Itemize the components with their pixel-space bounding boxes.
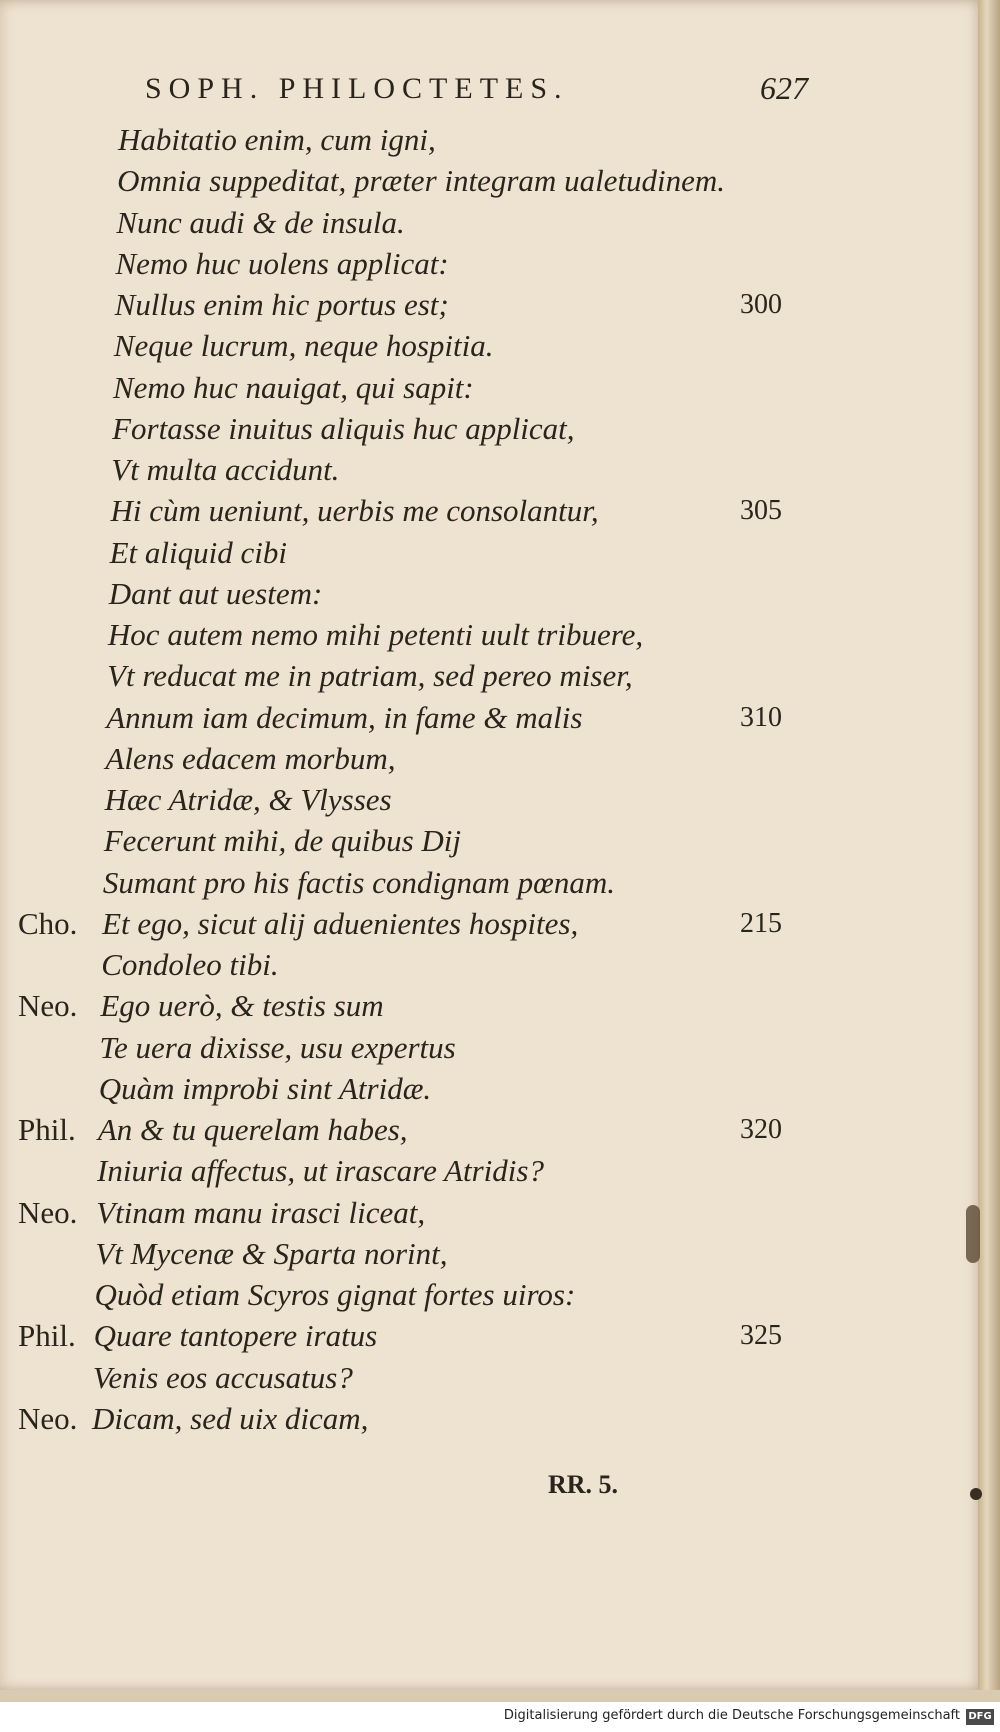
verse-line [0,1401,985,1442]
verse-text: An & tu querelam habes, [97,1112,408,1147]
verse-text: Neque lucrum, neque hospitia. [113,328,494,364]
verse-line [0,452,985,493]
speaker-label: Phil. [18,1318,76,1354]
verse-text: Omnia suppeditat, præter integram ualetudinem. [117,163,726,199]
verse-text: Venis eos accusatus? [92,1359,353,1395]
verse-line [0,328,985,369]
verse-line [0,865,985,906]
line-number: 300 [740,289,782,320]
speaker-label: Neo. [18,1400,78,1436]
verse-text: Dant aut uestem: [108,575,323,611]
line-number: 320 [740,1114,782,1145]
verse-text: Dicam, sed uix dicam, [92,1400,369,1436]
verse-line [0,205,985,246]
verse-line [0,287,985,328]
verse-text: Vt Mycenæ & Sparta norint, [95,1235,448,1271]
verse-line [0,411,985,452]
verse-text: Fecerunt mihi, de quibus Dij [103,823,462,859]
speaker-label: Phil. [18,1112,76,1147]
dfg-logo-icon: DFG [966,1709,994,1725]
folio-number: 627 [760,70,808,106]
verse-text: Sumant pro his factis condignam pœnam. [102,864,615,900]
verse-line [0,823,985,864]
verse-line [0,1112,985,1153]
digitization-footer [0,1702,1000,1732]
verse-text: Vtinam manu irasci liceat, [96,1194,426,1230]
verse-text: Et aliquid cibi [109,534,287,570]
verse-line [0,122,985,163]
verse-text: Quare tantopere iratus [93,1318,378,1354]
verse-line [0,947,985,988]
verse-line [0,988,985,1029]
verse-text: Quàm improbi sint Atridæ. [98,1070,432,1106]
verse-line [0,1030,985,1071]
verse-line [0,370,985,411]
running-title: SOPH. PHILOCTETES. [145,72,569,105]
verse-line [0,617,985,658]
verse-text: Nullus enim hic portus est; [114,287,449,322]
signature-mark: RR. 5. [548,1470,619,1499]
verse-line [0,576,985,617]
line-number: 325 [740,1320,782,1352]
verse-line [0,535,985,576]
verse-line [0,741,985,782]
verse-text: Alens edacem morbum, [105,740,396,776]
verse-line [0,1318,985,1359]
verse-text: Hæc Atridæ, & Vlysses [104,782,392,817]
verse-line [0,700,985,741]
verse-text: Nunc audi & de insula. [116,204,405,240]
line-number: 215 [740,907,782,939]
verse-text: Vt multa accidunt. [111,452,340,487]
verse-line [0,163,985,204]
footer-credit: Digitalisierung gefördert durch die Deutsche Forschungsgemeinschaft [503,1708,960,1723]
verse-text: Annum iam decimum, in fame & malis [106,699,583,735]
verse-line [0,493,985,534]
verse-text: Condoleo tibi. [101,947,279,982]
verse-text: Te uera dixisse, usu expertus [99,1029,456,1065]
speaker-label: Neo. [18,1194,78,1230]
verse-text: Ego uerò, & testis sum [100,988,384,1024]
line-number: 305 [740,495,782,527]
verse-line [0,1195,985,1236]
verse-text: Hi cùm ueniunt, uerbis me consolantur, [110,493,599,529]
verse-line [0,1153,985,1194]
verse-text: Quòd etiam Scyros gignat fortes uiros: [94,1277,576,1312]
verse-line [0,1360,985,1401]
page-edge [978,0,1000,1690]
verse-text: Fortasse inuitus aliquis huc applicat, [112,410,575,446]
line-number: 310 [740,701,782,733]
verse-line [0,1277,985,1318]
verse-line [0,1236,985,1277]
verse-text: Hoc autem nemo mihi petenti uult tribuere, [107,617,644,652]
binding-blemish [966,1205,980,1263]
verse-text: Iniuria affectus, ut irascare Atridis? [97,1153,544,1189]
verse-text: Et ego, sicut alij aduenientes hospites, [102,905,579,941]
verse-text: Nemo huc nauigat, qui sapit: [112,369,474,405]
verse-line [0,906,985,947]
verse-line [0,782,985,823]
verse-text: Habitatio enim, cum igni, [118,122,436,157]
speaker-label: Neo. [18,988,78,1024]
verse-line [0,1071,985,1112]
verse-text: Nemo huc uolens applicat: [115,245,449,281]
speaker-label: Cho. [18,905,78,941]
ink-spot [970,1488,982,1500]
verse-line [0,658,985,699]
verse-line [0,246,985,287]
verse-text: Vt reducat me in patriam, sed pereo miser, [107,658,633,694]
